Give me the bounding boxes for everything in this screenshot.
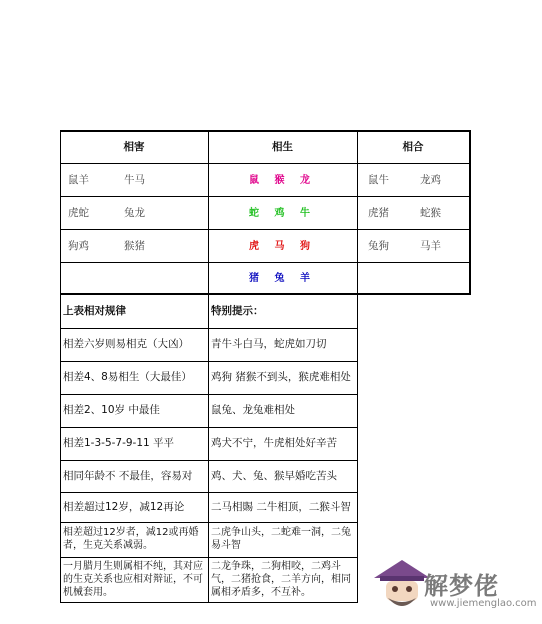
xianghe-pair: 鼠牛 xyxy=(368,174,389,186)
rules-table-line xyxy=(60,394,358,395)
rule-left: 相同年龄不 不最佳，容易对 xyxy=(63,470,193,482)
rule-left: 相差六岁则易相克（大凶） xyxy=(63,338,189,350)
rule-right: 二虎争山头，二蛇难一洞，二兔易斗智 xyxy=(211,527,351,551)
xianghe-pair: 蛇猴 xyxy=(420,207,441,219)
xiangsheng-group: 虎 马 狗 xyxy=(249,241,316,252)
rules-table-border-right xyxy=(357,294,358,603)
rule-right: 鼠兔、龙兔难相处 xyxy=(211,404,295,416)
xianghai-pair: 狗鸡 xyxy=(68,240,89,252)
rules-table-line xyxy=(60,427,358,428)
rule-left: 相差2、10岁 中最佳 xyxy=(63,404,160,416)
xianghe-pair: 虎猪 xyxy=(368,207,389,219)
rule-right: 鸡、犬、兔、猴早婚吃苦头 xyxy=(211,470,337,482)
rule-left: 相差超过12岁，减12再论 xyxy=(63,501,185,513)
rule-left: 相差超过12岁者，减12或再婚者，生克关系减弱。 xyxy=(63,527,199,551)
xianghai-pair: 虎蛇 xyxy=(68,207,89,219)
xiangsheng-group: 鼠 猴 龙 xyxy=(249,175,316,186)
xiangsheng-group: 蛇 鸡 牛 xyxy=(249,208,316,219)
rule-right: 二马相賜 二牛相顶，二猴斗智 xyxy=(211,501,351,513)
top-table-line xyxy=(60,196,470,197)
rules-table-line xyxy=(60,492,358,493)
header-xianghai: 相害 xyxy=(123,141,145,153)
top-table-line xyxy=(60,262,470,263)
rule-left: 一月腊月生则属相不纯，其对应的生克关系也应相对辩证，不可机械套用。 xyxy=(63,561,203,598)
rules-table-line xyxy=(60,460,358,461)
rules-table-border-left xyxy=(60,294,61,603)
top-table-border-bottom xyxy=(60,293,471,295)
rule-right: 二龙争珠，二狗相咬，二鸡斗气，二猪抢食，二羊方向，相同属相矛盾多，不互补。 xyxy=(211,561,351,598)
top-table-col-line xyxy=(357,130,358,294)
top-table-border-top xyxy=(60,130,470,132)
header-xianghe: 相合 xyxy=(402,141,424,153)
rule-right: 鸡狗 猪猴不到头，猴虎难相处 xyxy=(211,371,351,383)
rules-table-line xyxy=(60,522,358,523)
rules-table-line xyxy=(60,361,358,362)
header-xiangsheng: 相生 xyxy=(272,141,293,153)
xiangsheng-group: 猪 兔 羊 xyxy=(249,273,316,284)
rule-right: 鸡犬不宁，牛虎相处好辛苦 xyxy=(211,437,337,449)
rule-left: 相差4、8易相生（大最佳） xyxy=(63,371,192,383)
wizard-face-icon xyxy=(372,558,432,614)
top-table-line xyxy=(60,229,470,230)
xianghe-pair: 马羊 xyxy=(420,240,441,252)
rules-table-line xyxy=(60,557,358,558)
rules-table-line xyxy=(60,328,358,329)
top-table-line xyxy=(60,163,470,164)
xianghai-pair: 兔龙 xyxy=(124,207,145,219)
xianghai-pair: 牛马 xyxy=(124,174,145,186)
xianghe-pair: 龙鸡 xyxy=(420,174,441,186)
top-table-border-right xyxy=(469,130,471,295)
xianghe-pair: 兔狗 xyxy=(368,240,389,252)
rule-left: 相差1-3-5-7-9-11 平平 xyxy=(63,437,175,449)
rules-left-header: 上表相对规律 xyxy=(63,305,126,317)
rules-table-col-line xyxy=(208,294,209,603)
rules-right-header: 特别提示： xyxy=(211,305,264,317)
xianghai-pair: 猴猪 xyxy=(124,240,145,252)
rules-table-border-bottom xyxy=(60,602,358,603)
rule-right: 青牛斗白马，蛇虎如刀切 xyxy=(211,338,327,350)
xianghai-pair: 鼠羊 xyxy=(68,174,89,186)
top-table-border-left xyxy=(60,130,61,294)
watermark-url: www.jiemenglao.com xyxy=(430,598,537,609)
watermark-name: 解梦佬 xyxy=(424,572,499,600)
